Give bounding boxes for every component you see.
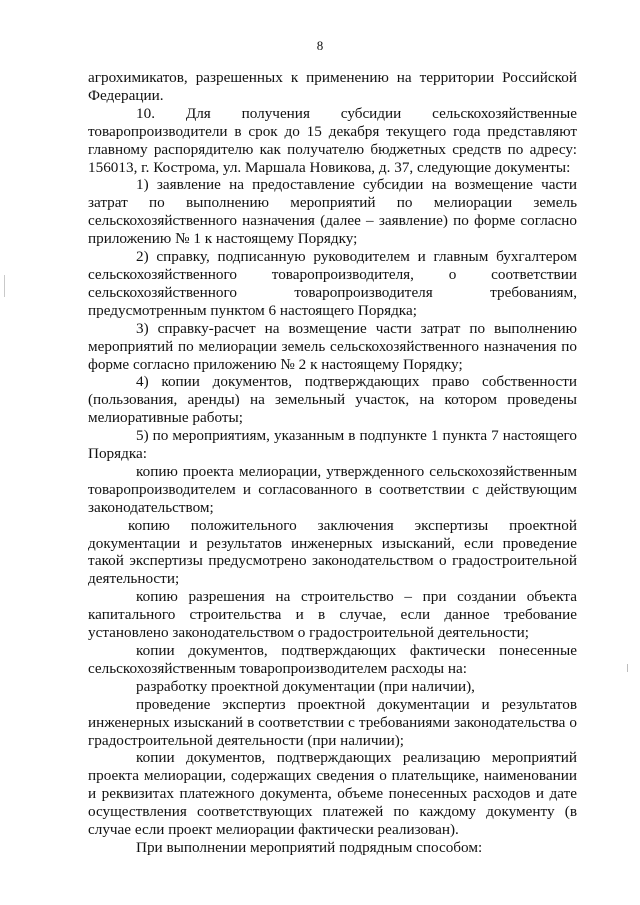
document-body [88,69,577,857]
paragraph: копию разрешения на строительство – при создании объекта капитального строительства и в случае, если данное требование установлено законодательством о градостроительной деятельности; [88,588,577,642]
scan-margin-mark [4,275,5,297]
paragraph: 5) по мероприятиям, указанным в подпункте 1 пункта 7 настоящего Порядка: [88,427,577,463]
paragraph: разработку проектной документации (при наличии), [136,677,475,695]
paragraph: 10. Для получения субсидии сельскохозяйственные товаропроизводители в срок до 15 декабря текущего года представляют главному распорядителю как получателю бюджетных средств по адресу: 156013, г. Кострома, ул. Маршала Новикова, д. 37, следующие документы: [88,104,577,176]
paragraph: 2) справку, подписанную руководителем и главным бухгалтером сельскохозяйственного товаропроизводителя, о соответствии сельскохозяйственного товаропроизводителя требованиям, предусмотренным пунктом 6 настоящего Порядка; [88,248,577,319]
paragraph: 1) заявление на предоставление субсидии на возмещение части затрат по выполнению мероприятий по мелиорации земель сельскохозяйственного назначения (далее – заявление) по форме согласно приложению № 1 к настоящему Порядку; [88,176,577,248]
paragraph: агрохимикатов, разрешенных к применению на территории Российской Федерации. [88,69,577,104]
paragraph: 3) справку-расчет на возмещение части затрат по выполнению мероприятий по мелиорации земель сельскохозяйственного назначения по форме согласно приложению № 2 к настоящему Порядку; [88,319,577,373]
paragraph: копии документов, подтверждающих реализацию мероприятий проекта мелиорации, содержащих сведения о плательщике, наименовании и реквизитах платежного документа, объеме понесенных расходов и дате осуществления соответствующих платежей по каждому документу (в случае если проект мелиорации фактически реализован). [88,749,577,839]
paragraph: копии документов, подтверждающих фактически понесенные сельскохозяйственным товаропроизводителем расходы на: [88,642,577,677]
scan-margin-mark [627,664,628,672]
paragraph: проведение экспертиз проектной документации и результатов инженерных изысканий в соответствии с требованиями законодательства о градостроительной деятельности (при наличии); [88,695,577,749]
page-number: 8 [316,38,324,53]
paragraph: 4) копии документов, подтверждающих право собственности (пользования, аренды) на земельный участок, на котором проведены мелиоративные работы; [88,373,577,427]
paragraph: копию положительного заключения экспертизы проектной документации и результатов инженерных изысканий, если проведение такой экспертизы предусмотрено законодательством о градостроительной деятельности; [88,516,577,588]
paragraph: При выполнении мероприятий подрядным способом: [136,838,483,856]
paragraph: копию проекта мелиорации, утвержденного сельскохозяйственным товаропроизводителем и согласованного в соответствии с действующим законодательством; [88,462,577,516]
